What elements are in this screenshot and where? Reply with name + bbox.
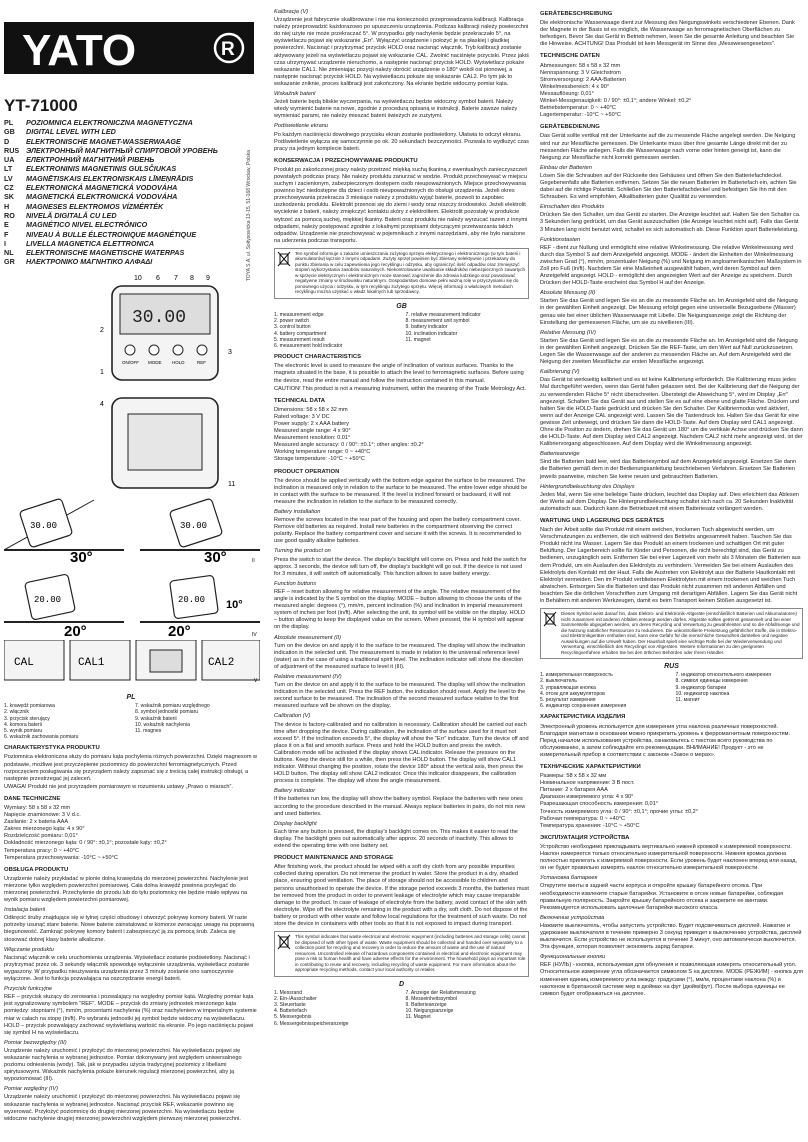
- diagram-button-label: HOLD: [172, 360, 185, 365]
- angle-example-1: [4, 498, 124, 566]
- pl-subheading: Włączanie produktu: [4, 946, 54, 953]
- tech-spec-item: Номинальное напряжение: 3 В пост.: [540, 780, 635, 787]
- language-title-row: [4, 118, 260, 127]
- gb-heading: TECHNICAL DATA: [274, 397, 326, 404]
- language-code: NL: [4, 248, 14, 258]
- legend-item: 8. measurement unit symbol: [405, 318, 470, 325]
- legend-item: 11. magnes: [135, 727, 162, 734]
- d-subheading: Relative Messung (IV): [540, 329, 596, 336]
- language-code: PL: [4, 118, 14, 127]
- legend-item: 9. индикатор батареи: [675, 684, 727, 691]
- legend-item: 1. krawędź pomiarowa: [4, 703, 55, 710]
- d-heading: GERÄTEBESCHREIBUNG: [540, 11, 613, 17]
- callout-label: 9: [206, 275, 210, 282]
- gb-subheading: Turning the product on: [274, 548, 331, 555]
- gb-paragraph: CAUTION! This product is not a measuring instrument, within the meaning of the Trade Metrology Act.: [274, 385, 527, 392]
- gb-tech-list: [274, 407, 529, 464]
- legend-item: 8. Messeinheitssymbol: [405, 995, 458, 1002]
- legend-item: 3. управляющая кнопка: [540, 684, 596, 691]
- d-paragraph: Sind die Batterien bald leer, wird das Batteriesymbol auf dem Anzeigefeld angezeigt. Ersetzen Sie dann die Batterien gemäß dem in der Bedienungsanleitung beschriebenen Verfahren. Ersetzen Sie Batterien jeweils paarweise, mischen Sie keine neuen und gebrauchten Batterien.: [540, 459, 797, 480]
- gb-paragraph: The device should be applied vertically with the bottom edge against the surface to be measured. The inclination is measured only in relation to the surface to be measured. The entire lower edge should be in contact with the surface to be measured. If the level is inclined forward or backward, it will not measure the inclination in relation to the surface to be measured correctly.: [274, 477, 528, 505]
- language-title-row: [4, 137, 260, 146]
- language-title-row: [4, 174, 260, 183]
- language-code: UA: [4, 155, 15, 165]
- tech-spec-item: Temperatura pracy: 0 ~ +40°C: [4, 847, 79, 854]
- d-paragraph: Jedes Mal, wenn Sie eine beliebige Taste drücken, leuchtet das Display auf. Dies erleichtert das Ablesen der Werte auf dem Display. Die Hintergrundbeleuchtung schaltet sich nach ca. 20 Sekunden Inaktivität automatisch aus. Dadurch kann die Betriebszeit mit einem Batteriesatz verlängert werden.: [540, 491, 799, 512]
- angle-value: 30°: [204, 549, 227, 566]
- gb-legend-title: GB: [396, 302, 407, 310]
- legend-item: 2. выключатель: [540, 678, 577, 685]
- pl-section: [4, 690, 258, 1124]
- legend-item: 11. магнит: [675, 697, 700, 704]
- callout-label: 3: [228, 349, 232, 356]
- gb-paragraph: REF – reset button allowing for relative measurement of the angle. The relative measurement of the angle is indicated by the S symbol on the display. MODE – button allowing to choose the units of the measured angle: degrees (°), mm/m, percent inclination (%) and inclination in imperial measurement system of inches per foot (in/ft). After selecting the unit, its symbol will be visible on the display. HOLD – button allowing to keep the displayed value on the screen. When pressed, the H symbol will appear on the display.: [274, 588, 526, 631]
- tech-spec-item: Температура хранения: -10°C ~ +50°C: [540, 822, 640, 829]
- rus-legend: [540, 672, 803, 709]
- legend-item: 6. индикатор сохранения измерения: [540, 703, 627, 710]
- gb-subheading: Function buttons: [274, 580, 317, 587]
- language-code: GR: [4, 257, 15, 267]
- gb-paragraph: Press the switch to start the device. The display's backlight will come on. Press and hold the switch for approx. 3 seconds, the device will turn off, the display's backlight will go out. If the device is not used for 3 minutes, it will switch off automatically. This function allows to save battery energy.: [274, 556, 527, 577]
- d-heading: TECHNISCHE DATEN: [540, 53, 600, 60]
- callout-label: 4: [100, 401, 104, 408]
- angle-value: 10°: [226, 599, 243, 611]
- language-title-row: [4, 164, 260, 173]
- legend-item: 10. wskaźnik nachylenia: [135, 721, 190, 728]
- tech-spec-item: Working temperature range: 0 ~ +40°C: [274, 449, 371, 456]
- rus-subheading: Включение устройства: [540, 914, 605, 921]
- legend-item: [406, 1021, 530, 1027]
- battery-back-figure: [4, 392, 244, 492]
- d-heading: WARTUNG UND LAGERUNG DES GERÄTES: [540, 518, 665, 524]
- language-title-row: [4, 239, 260, 248]
- legend-item: 6. measurement hold indicator: [274, 343, 343, 350]
- legend-item: 5. результат измерения: [540, 697, 596, 704]
- weee-notice-pl: [274, 248, 529, 299]
- language-code: GB: [4, 127, 15, 137]
- language-code: E: [4, 220, 9, 230]
- angle-reading: 30.00: [30, 521, 58, 531]
- gb-subheading: Battery indicator: [274, 788, 316, 795]
- language-code: I: [4, 238, 6, 248]
- manufacturer-address: TOYA S.A. ul. Sołtysowicka 13-15, 51-168 Wrocław, Polska: [246, 150, 252, 282]
- legend-item: 11. magnet: [405, 336, 431, 343]
- column-middle: [274, 6, 529, 1142]
- rus-paragraph: Электронный уровень используется для измерения угла наклона различных поверхностей. Благодаря магнитам в основании можно прикрепить уровень к ферромагнитным поверхностям. Перед началом использования устройства, ознакомьтесь с текстом всего руководства по обслуживанию, а затем соблюдайте его рекомендации. ВНИМАНИЕ! Продукт - это не измерительный прибор в соответствии с законом «Закон о мерах».: [540, 723, 791, 758]
- gb-subheading: Relative measurement (IV): [274, 673, 342, 680]
- gb-paragraph: Turn on the device on and apply it to the surface to be measured. The display will show the inclination indication in the selected unit. Press the REF button, the indication should reset. Apply the level to the second surface to be measured. The inclination of the second measured surface relative to the first measured surface will be shown on the display.: [274, 682, 526, 710]
- diagram-button-label: MODE: [148, 360, 162, 365]
- crossed-bin-icon: [543, 611, 557, 627]
- legend-item: 3. przycisk sterujący: [4, 715, 50, 722]
- language-title-row: [4, 230, 260, 239]
- legend-item: 2. włącznik: [4, 709, 29, 716]
- language-product-name: MAGNÉTICO NIVEL ELECTRÓNICO: [26, 220, 148, 230]
- language-title-row: [4, 127, 260, 136]
- legend-item: 10. inclination indicator: [405, 330, 458, 337]
- callout-label: 10: [134, 275, 142, 282]
- language-title-row: [4, 183, 260, 192]
- language-title-row: [4, 257, 260, 266]
- pl-subheading: Podświetlenie ekranu: [274, 123, 329, 130]
- gb-subheading: Display backlight: [274, 820, 317, 827]
- pl-subheading: Instalacja baterii: [4, 907, 46, 914]
- d-heading: GERÄTEBEDIENUNG: [540, 124, 600, 131]
- language-code: RO: [4, 210, 15, 220]
- cal-indicator: CAL1: [78, 657, 105, 669]
- pl-paragraph: Poziomnica elektroniczna służy do pomiaru kąta pochylenia różnych powierzchni. Dzięki magnesom w podstawie, możliwe jest przyczepienie poziomnicy do powierzchni ferromagnetycznych. Przed rozpoczęciem posługiwania się przyrządem należy zapoznać się z treścią całej instrukcji obsługi, a następnie przestrzegać jej zaleceń.: [4, 754, 258, 782]
- cal-indicator: CAL: [14, 657, 34, 669]
- tech-spec-item: Power supply: 2 x AAA battery: [274, 420, 349, 427]
- pl-tech-list: [4, 805, 258, 862]
- language-title-row: [4, 155, 260, 164]
- language-product-name: NIVEAU À BULLE ÉLECTRONIQUE MAGNÉTIQUE: [26, 229, 197, 239]
- tech-spec-item: Точность измеряемого угла: 0 / 90°: ±0,1°; прочие углы: ±0,2°: [540, 808, 699, 815]
- pl-heading: DANE TECHNICZNE: [4, 795, 61, 802]
- pl-paragraph: Produkt po zakończonej pracy należy przetrzeć miękką suchą tkaniną z ewentualnych zanieczyszczeń powstałych podczas pracy. Nie należy produktu zanurzać w wodzie. Produkt przechowywać w miejscu suchym i zacienionym, zabezpieczonym dostępem osób nieupoważnionych. Miejsce przechowywania powinno być niedostępne dla dzieci i osób nieupoważnionych do obsługi urządzenia. Jeżeli okres przechowywania przekracza 3 miesiące należy z produktu wyjąć baterie, pozwoli to zapobiec uszkodzeniu produktu. Elektrolit przenosi się do ziemi i wody oraz niszczy środowisko. Jeżeli elektrolit wycieknie z baterii, należy zmiękczyć kontaktu skóry z elektrolitem. Elektrolit pozostały w produkcie wytrzeć za pomocą suchej, miękkiej tkaniny. Baterii oraz produktu nie należy wyrzucać razem z innymi odpadami, należy postępować zgodnie z lokalnymi przepisami dotyczącymi przetwarzania takich odpadów. Urządzenie nie przechowywać w pojemnikach z innymi narzędziami, aby nie było narażone na uderzenia podczas transportu.: [274, 166, 528, 244]
- tech-spec-item: Measured angle range: 4 x 90°: [274, 428, 351, 435]
- d-paragraph: Starten Sie das Gerät und legen Sie es an die zu messende Fläche an. Im Anzeigefeld wird die Neigung in der gewählten Einheit angezeigt. Die Messung erfolgt gegen eine universelle Bezugsebene (Wasser) genau wie bei einer üblichen Wasserwaage mit Libelle. Die Neigungsanzeige zeigt die Richtung der Einstellung der gemessenen Fläche, um sie zu nivellieren (III).: [540, 298, 798, 326]
- d-subheading: Funktionstasten: [540, 236, 581, 243]
- pl-paragraph: Urządzenie jest fabrycznie skalibrowane i nie ma konieczności przeprowadzania kalibracji. Kalibracja należy przeprowadzić każdorazowo po upuszczeniu urządzenia. Podczas kalibracji należy powierzchni do niej użyte nie może przekraczać 5°. W przypadku gdy nachylenie będzie przekraczało 5°, na wyświetlaczu pojawi się wskazanie „Err”. Wyłączyć urządzenie i położyć je na płaskiej i gładkiej powierzchni. Nacisnąć i przytrzymać przycisk HOLD oraz nacisnąć włącznik. Tryb kalibracji zostanie aktywowany jeżeli na wyświetlaczu pojawi się wskazanie CAL. Zwolnić naciśnięte przyciski. Przez jakiś czas utrzymywać urządzenie nieruchomo, a następnie nacisnąć przycisk HOLD. Wyświetlacz pokaże wskazanie CAL1. Nie zmieniając pozycji należy obrócić urządzenie o 180° wokół osi pionowej, a następnie nacisnąć przycisk HOLD. Na wyświetlaczu pokaże się wskazanie CAL2. Po tym jak to wskazanie zniknie, proces kalibracji jest zakończony. Na ekranie będzie widoczny pomiar kąta.: [274, 17, 529, 87]
- callout-label: 1: [100, 369, 104, 376]
- d-subheading: Absolute Messung (II): [540, 290, 596, 297]
- d-paragraph: REF - dient zur Nullung und ermöglicht eine relative Winkelmessung. Die relative Winkelmessung wird durch das Symbol S auf dem Anzeigefeld angezeigt. MODE - ändert die Einheiten der Winkelmessung zwischen Grad (°), mm/m, prozentualer Neigung (%) und Neigung im angloamerikanischen Maßsystem in Zoll pro Fuß (in/ft). Nachdem Sie eine Maßeinheit ausgewählt haben, wird deren Symbol auf dem Anzeigefeld angezeigt. HOLD - ermöglicht den angezeigten Wert auf der Anzeige zu speichern. Durch Drücken der HOLD-Taste erscheint das Symbol H auf der Anzeige.: [540, 244, 802, 287]
- pl-subheading: Kalibracja (V): [274, 9, 309, 15]
- pl-heading: OBSŁUGA PRODUKTU: [4, 866, 69, 873]
- callout-label: 2: [100, 327, 104, 334]
- rus-heading: ХАРАКТЕРИСТИКА ИЗДЕЛИЯ: [540, 714, 626, 721]
- gb-subheading: Battery installation: [274, 509, 321, 515]
- diagram-display-reading: 30.00: [132, 308, 187, 328]
- d-paragraph: Lösen Sie die Schrauben auf der Rückseite des Gehäuses und öffnen Sie den Batteriefachdeckel. Gegebenenfalls alte Batterien entfernen. Setzen Sie die neuen Batterien im Batteriefach ein, achten Sie dabei auf die richtige Polarität. Schließen Sie den Batteriefachdeckel und befestigen Sie ihn mit den Schrauben. Es wird empfohlen, Alkalibatterien guter Qualität zu verwenden.: [540, 172, 797, 201]
- figure-roman-label: II: [252, 558, 255, 564]
- weee-text: This symbol indicates that waste electrical and electronic equipment (including batteries and storage cells) cannot be disposed of with other types of waste. Waste equipment should be collected and handed over separately to a collection point for recycling and recovery in order to reduce the amount of waste and the use of natural resources. Uncontrolled release of hazardous components contained in electrical and electronic equipment may pose a risk to human health and have adverse effects for the environment. The household plays an important role in contributing to reuse and recovery, including recycling of waste equipment. For more information about the appropriate recycling methods, contact your local authority or retailer.: [295, 934, 526, 973]
- rus-legend-title: RUS: [664, 663, 679, 671]
- pl-paragraph: Po każdym naciśnięciu dowolnego przycisku ekran zostanie podświetlony. Ułatwia to odczyt ekranu. Podświetlenie wyłącza się samoczynnie po ok. 20 sekundach bezczynności. Pozwala to wydłużyć czas pracy na jednym komplecie baterii.: [274, 131, 529, 152]
- legend-item: 9. wskaźnik baterii: [135, 715, 177, 722]
- angle-value: 30°: [70, 549, 93, 566]
- language-product-name: ELEKTRONISCHE MAGNETISCHE WATERPAS: [26, 248, 185, 258]
- rus-heading: ЭКСПЛУАТАЦИЯ УСТРОЙСТВА: [540, 834, 630, 841]
- legend-item: 10. Neigungsanzeige: [405, 1008, 454, 1015]
- legend-item: 2. power switch: [274, 318, 310, 325]
- legend-item: 1. Messrand: [274, 989, 303, 996]
- language-title-row: [4, 202, 260, 211]
- pl-heading: CHARAKTERYSTYKA PRODUKTU: [4, 745, 100, 752]
- legend-item: 3. control button: [274, 324, 311, 331]
- pl-paragraph: Nacisnąć włącznik w celu uruchomienia urządzenia. Wyświetlacz zostanie podświetlony. Nacisnąć i przytrzymać przez ok. 3 sekundy włącznik spowoduje wyłączenie urządzenia, wyświetlacz zostanie wygaszony. W przypadku nieużywania urządzenia przez 3 minuty zostanie ono samoczynnie wyłączone. Jest to funkcja pozwalająca na oszczędzanie energii baterii.: [4, 954, 250, 983]
- language-code: CZ: [4, 183, 14, 193]
- gb-paragraph: The electronic level is used to measure the angle of inclination of various surfaces. Thanks to the magnets situated in the base, it is possible to attach the level to ferromagnetic surfaces. Before using the device, read the entire manual and follow the instruction contained in this manual.: [274, 363, 524, 384]
- angle-reading: 20.00: [34, 595, 62, 605]
- legend-item: 2. Ein-/Ausschalter: [274, 995, 317, 1002]
- legend-item: 4. отсек для аккумуляторов: [540, 690, 605, 697]
- gb-paragraph: Turn on the device on and apply it to the surface to be measured. The display will show the inclination indication in the selected unit. The measurement is made in relation to the universal reference level (water) as in the case of using a traditional spirit level. The inclination indicator will show the direction of adjustment of the measured surface to level it (III).: [274, 642, 526, 670]
- tech-spec-item: Диапазон измеряемого угла: 4 x 90°: [540, 794, 634, 801]
- callout-label: 8: [190, 275, 194, 282]
- language-product-name: ЕЛЕКТРОННИЙ МАГНІТНИЙ РІВЕНЬ: [26, 155, 155, 165]
- svg-text:R: R: [221, 39, 235, 60]
- language-title-row: [4, 192, 260, 201]
- angle-reading: 30.00: [180, 521, 208, 531]
- tech-spec-item: Rozdzielczość pomiaru: 0,01°: [4, 833, 78, 840]
- language-product-name: POZIOMNICA ELEKTRONICZNA MAGNETYCZNA: [26, 118, 193, 127]
- d-subheading: Einschalten des Produkts: [540, 204, 605, 211]
- language-product-name: ΗΛΕΚΤΡΟΝΙΚΟ ΜΑΓΝΗΤΙΚΟ ΑΛΦΑΔΙ: [26, 257, 153, 267]
- tech-spec-item: Measured angle accuracy: 0 / 90°: ±0.1°; other angles: ±0.2°: [274, 442, 424, 449]
- d-subheading: Batterieanzeige: [540, 451, 580, 458]
- legend-item: 6. Messergebnisspeicheranzeige: [274, 1020, 349, 1027]
- angle-figure-svg: [4, 490, 260, 640]
- legend-item: 7. индикатор относительного измерения: [675, 672, 771, 679]
- tech-spec-item: Nennspannung: 3 V Gleichstrom: [540, 69, 621, 76]
- legend-item: 1. measurement edge: [274, 312, 324, 318]
- brand-text: YATO: [22, 26, 137, 74]
- d-paragraph: Das Gerät sollte vertikal mit der Unterkante auf die zu messende Fläche angelegt werden. Die Neigung wird nur zur Messfläche gemessen. Die Unterkante muss über ihre gesamte Länge direkt mit der zu messenden Fläche anliegen. Falls die Wasserwaage nach vorne oder hinten geneigt ist, kann die Neigung zur Messfläche nicht korrekt gemessen werden.: [540, 133, 796, 161]
- figure-roman-label: V: [254, 678, 258, 684]
- rus-paragraph: REF (НУЛЬ) - кнопка, используемая для обнуления и позволяющая измерять относительный угол. Относительное измерение угла обозначается символом S на дисплее. MODE (РЕЖИМ) - кнопка для изменения единиц измеряемого угла между: градусами (°), мм/м, процентами наклона (%) и наклоном в британской системе мер в дюймах на фут (дюйм/фут). После выбора единицы ее символ будет отображаться на дисплее.: [540, 962, 803, 997]
- cal-indicator: CAL2: [208, 657, 235, 669]
- weee-text: Ten symbol informuje o zakazie umieszczania zużytego sprzętu elektrycznego i elektronicznego (w tym baterii i akumulatorów) łącznie z innymi odpadami. Zużyty sprzęt powinien być zbierany selektywnie i przekazany do punktu zbierania w celu zapewnienia jego recyklingu i odzysku, aby ograniczyć ilość odpadów oraz zmniejszyć stopień wykorzystania zasobów naturalnych. Niekontrolowane uwalnianie składników niebezpiecznych zawartych w sprzęcie elektrycznym i elektronicznym może stanowić zagrożenie dla zdrowia ludzkiego oraz powodować negatywne zmiany w środowisku naturalnym. Gospodarstwo domowe pełni ważną rolę w przyczynianiu się do ponownego użycia i odzysku, w tym recyklingu zużytego sprzętu. Więcej informacji o właściwych metodach recyklingu można uzyskać u władz lokalnych lub sprzedawcy.: [295, 250, 526, 295]
- d-paragraph: Drücken Sie den Schalter, um das Gerät zu starten. Die Anzeige leuchtet auf. Halten Sie den Schalter ca. 3 Sekunden lang gedrückt, um das Gerät auszuschalten (die Anzeige leuchtet nicht auf). Falls das Gerät 3 Minuten lang nicht benutzt wird, schaltet es sich automatisch ab. Diese Funktion spart Batterieleistung.: [540, 212, 801, 233]
- callout-label: 7: [174, 275, 178, 282]
- legend-item: 11. Magnet: [405, 1014, 431, 1021]
- angle-value: 20°: [64, 623, 87, 640]
- language-product-name: ЭЛЕКТРОННЫЙ МАГНИТНЫЙ СПИРТОВОЙ УРОВЕНЬ: [26, 145, 218, 155]
- d-legend-title: D: [398, 980, 405, 988]
- gb-paragraph: Remove the screws located in the rear part of the housing and open the battery compartment cover. Remove old batteries as required. Install new batteries in the compartment observing the correct polarity. Replace the battery compartment cover and secure it with the screws. It is recommended to use good quality alkaline batteries.: [274, 517, 522, 545]
- d-paragraph: Nach der Arbeit sollte das Produkt mit einem weichen, trockenen Tuch abgewischt werden, um Verschmutzungen zu entfernen, die sich während des Betriebs angesammelt haben. Tauchen Sie das Produkt nicht ins Wasser. Lagern Sie das Produkt an einem trockenen und schattigen Ort mit guter Belüftung. Der Lagerbereich sollte für Kinder und Personen, die nicht berechtigt sind, das Gerät zu bedienen, unzugänglich sein. Entfernen Sie bei einer Lagerzeit von mehr als 3 Monaten die Batterien aus dem Produkt, um ein Auslaufen des Elektrolyts zu verhindern. Vermeiden Sie bei einem Auslaufen des Elektrolyts den Kontakt mit der Haut. Falls die Austreten von Elektrolyt aus der Batterie Hautkontakt mit Elektrolyt vermeiden. Den im Produkt verbliebenen Elektrolyten mit einem trockenen und weichen Tuch abwischen. Entsorgen Sie die Batterien und das Produkt nicht zusammen mit anderen Abfällen und beachten Sie die örtlichen Vorschriften zum Umgang mit derartigen Abfällen. Lagern Sie das Gerät nicht in Behältern mit anderen Werkzeugen, damit es beim Transport keinen Stößen ausgesetzt ist.: [540, 527, 801, 605]
- rus-subheading: Функциональные кнопки: [540, 954, 606, 961]
- tech-spec-item: Рабочая температура: 0 ~ +40°C: [540, 815, 626, 822]
- legend-item: 7. relative measurement indicator: [405, 312, 481, 318]
- legend-item: 9. Batterieanzeige: [405, 1002, 447, 1009]
- weee-notice-d: [540, 608, 803, 659]
- pl-paragraph: UWAGA! Produkt nie jest przyrządem pomiarowym w rozumieniu ustawy „Prawo o miarach”.: [4, 783, 233, 790]
- d-paragraph: Starten Sie das Gerät und legen Sie es an die zu messende Fläche an. Im Anzeigefeld wird die Neigung in der gewählten Einheit angezeigt. Drücken Sie die REF-Taste, um den Wert auf Null zurückzusetzen. Legen Sie die Wasserwaage auf der anderen zu messenden Fläche an. Auf dem Anzeigefeld wird die Neigung der zweiten Messfläche zur ersten Messfläche angezeigt.: [540, 337, 798, 366]
- tech-spec-item: Measurement resolution: 0.01°: [274, 435, 351, 442]
- language-code: SK: [4, 192, 14, 202]
- d-subheading: Hintergrundbeleuchtung des Displays: [540, 483, 635, 490]
- language-code: LV: [4, 173, 13, 183]
- gb-heading: PRODUCT CHARACTERISTICS: [274, 354, 362, 361]
- gb-paragraph: Each time any button is pressed, the display's backlight comes on. This makes it easier to read the display. The backlight goes out automatically after approx. 20 seconds of inactivity. This allows to extend the operating time with one battery set.: [274, 828, 518, 850]
- tech-spec-item: Lagertemperatur: -10°C ~ +50°C: [540, 112, 621, 119]
- d-tech-list: [540, 63, 803, 120]
- d-subheading: Einbau der Batterien: [540, 164, 592, 171]
- language-code: D: [4, 136, 10, 146]
- legend-item: 4. battery compartment: [274, 330, 327, 337]
- yato-logo: [4, 22, 254, 74]
- rus-heading: ТЕХНИЧЕСКИЕ ХАРАКТЕРИСТИКИ: [540, 764, 641, 770]
- language-product-name: MAGNĒTISKAIS ELEKTRONISKAIS LĪMEŅRĀDIS: [26, 173, 194, 183]
- pl-paragraph: Urządzenie należy przykładać w pionie dolną krawędzią do mierzonej powierzchni. Nachylenie jest mierzone tylko względem powierzchni pomiarowej. Cała dolna krawędź powinna przylegać do mierzonej powierzchni. Przechylenie do przodu lub do tyłu poziomnicy nie będzie miało wpływu na wynik pomiaru względem powierzchni pomiarowej.: [4, 875, 249, 904]
- tech-spec-item: Abmessungen: 58 x 58 x 32 mm: [540, 62, 621, 69]
- language-title-row: [4, 146, 260, 155]
- language-product-name: ELEKTRONICKÁ MAGNETICKÁ VODOVÁHA: [26, 183, 178, 193]
- rus-tech-list: [540, 773, 803, 830]
- angle-examples-figure: [4, 490, 260, 684]
- gb-paragraph: The device is factory-calibrated and no calibration is necessary. Calibration should be carried out each time after dropping the device. During calibration, the inclination of the surface used for it must not exceed 5°. If the inclination exceeds 5°, the display will show the "Err" indicator. Turn the device off and place it on a flat and smooth surface. Press and hold the HOLD button and press the switch. Calibration mode will be activated if the display shows CAL indicator. Release the pressure on the buttons. Keep the device still for a while, then press the HOLD button. The display will show CAL1 indicator. Without changing the position, rotate the device 180° about the vertical axis, then press the HOLD button. The display will show CAL2 indicator. Once this indicator disappears, the calibration process is complete. The display will show the angle measurement.: [274, 721, 529, 785]
- gb-subheading: Calibration (V): [274, 713, 311, 720]
- weee-text: Dieses Symbol weist darauf hin, dass Elektro- und Elektronik-Altgeräte (einschließlich Batterien und Akkumulatoren) nicht zusammen mit anderen Abfällen entsorgt werden dürfen. Altgeräte sollten getrennt gesammelt und bei einer Sammelstelle abgegeben werden, um deren Recycling und Verwertung zu gewährleisten und so die Abfallmenge und die Nutzung natürlicher Ressourcen zu reduzieren. Die unkontrollierte Freisetzung gefährlicher Stoffe, die in Elektro- und Elektronikgeräten enthalten sind, kann eine Gefahr für die menschliche Gesundheit darstellen und negative Auswirkungen auf die Umwelt haben. Der Haushalt spielt eine wichtige Rolle bei der Wiederverwendung und Verwertung, einschließlich des Recyclings von Altgeräten. Weitere Informationen zu den geeigneten Recyclingverfahren erhalten Sie bei den örtlichen Behörden oder Ihrem Händler.: [561, 611, 800, 655]
- rus-paragraph: Нажмите выключатель, чтобы запустить устройство. Будет подсвечиваться дисплей. Нажатие и удержание выключателя в течение примерно 3 секунд приведет к выключению устройства, дисплей выключится. Если устройство не используется в течение 3 минут, оно автоматически выключится. Эта функция, которая позволяет экономить заряд батареи.: [540, 922, 802, 951]
- tech-spec-item: Dokładność mierzonego kąta: 0 / 90°: ±0,1°; pozostałe kąty: ±0,2°: [4, 840, 167, 847]
- callout-label: 11: [228, 481, 236, 488]
- diagram-button-label: ON/OFF: [122, 360, 139, 365]
- d-legend: [274, 990, 529, 1027]
- legend-item: 9. battery indicator: [405, 324, 448, 331]
- gb-heading: PRODUCT MAINTENANCE AND STORAGE: [274, 855, 394, 862]
- weee-notice-gb: [274, 931, 529, 977]
- pl-paragraph: Urządzenie należy uruchomić i przyłożyć do mierzonej powierzchni. Na wyświetlaczu pojawi się wskazanie nachylenia w wybranej jednostce. Pomiar dokonywany jest względem uniwersalnego poziomu odniesienia (wody). Tak, jak w przypadku użycia tradycyjnej poziomicy z libellami spirytusowymi. Wskaźnik nachylenia pokaże kierunek regulacji mierzonej powierzchni, aby ją wypoziomować (III).: [4, 1047, 242, 1083]
- legend-item: 4. komora baterii: [4, 721, 42, 728]
- angle-example-4: [140, 575, 260, 640]
- language-product-name: DIGITAL LEVEL WITH LED: [26, 127, 116, 137]
- language-product-name: NIVELĂ DIGITALĂ CU LED: [26, 210, 117, 220]
- legend-item: [676, 703, 804, 709]
- legend-item: 4. Batteriefach: [274, 1008, 307, 1015]
- language-code: RUS: [4, 145, 20, 155]
- language-product-name: MAGNETICKÁ ELEKTRONICKÁ VODOVÁHA: [26, 192, 178, 202]
- diagram-button-label: REF: [197, 360, 206, 365]
- legend-item: 5. measurement result: [274, 336, 325, 343]
- tech-spec-item: Storage temperature: -10°C ~ +50°C: [274, 456, 365, 463]
- tech-spec-item: Разрешающая способность измерения: 0,01°: [540, 801, 658, 808]
- language-title-row: [4, 211, 260, 220]
- pl-subheading: Wskaźnik baterii: [274, 91, 316, 98]
- tech-spec-item: Napięcie znamionowe: 3 V d.c.: [4, 812, 81, 819]
- pl-subheading: Pomiar względny (IV): [4, 1086, 59, 1093]
- rus-subheading: Установка батареек: [540, 875, 598, 882]
- pl-legend: [4, 703, 258, 740]
- legend-item: 8. символ единицы измерения: [675, 678, 748, 685]
- language-product-name: ELEKTRONINIS MAGNETINIS GULSČIUKAS: [26, 164, 177, 174]
- language-code: H: [4, 201, 10, 211]
- gb-paragraph: After finishing work, the product should be wiped with a soft dry cloth from any possible impurities collected during operation. Do not immerse the product in water. Store the product in a dry, shaded place, ensuring good ventilation. The place of storage should not be accessible to children and persons unauthorised to operate the device. If the storage period exceeds 3 months, the batteries must be removed from the product in order to prevent leakage of electrolyte which may cause irreparable damage to the product. In case of leakage of electrolyte from the battery, avoid contact of the skin with electrolyte. Wipe off the electrolyte remaining in the product with a dry, soft cloth. Do not dispose of the battery or product with other waste and follow local regulations for the treatment of such waste. Do not store the device in containers with other tools so that it is not exposed to impact during transport.: [274, 864, 529, 927]
- tech-spec-item: Dimensions: 58 x 58 x 32 mm: [274, 406, 348, 413]
- level-device-figure: [4, 272, 244, 392]
- gb-subheading: Absolute measurement (II): [274, 634, 342, 641]
- language-product-name: MAGNESES ELEKTROMOS VÍZMÉRTÉK: [26, 201, 164, 211]
- tech-spec-item: Zakres mierzonego kąta: 4 x 90°: [4, 826, 85, 833]
- pl-heading: KONSERWACJA I PRZECHOWYWANIE PRODUKTU: [274, 157, 418, 164]
- angle-example-3: [4, 574, 124, 640]
- pl-legend-title: PL: [126, 694, 136, 701]
- product-diagram: [4, 272, 244, 492]
- model-number: YT-71000: [4, 96, 78, 115]
- gb-paragraph: If the batteries run low, the display will show the battery symbol. Replace the batteries with new ones according to the procedure described in the manual. Always replace batteries in pairs, do not mix new and used batteries.: [274, 796, 526, 817]
- language-product-name: LIVELLA MAGNETICA ELETTRONICA: [26, 238, 155, 248]
- column-right: [540, 6, 803, 1142]
- language-title-list: [4, 118, 260, 267]
- legend-item: 3. Steuertaste: [274, 1002, 306, 1009]
- angle-value: 20°: [168, 623, 191, 640]
- gb-legend: [274, 312, 529, 349]
- language-code: F: [4, 229, 9, 239]
- language-product-name: ELEKTRONISCHE MAGNET-WASSERWAAGE: [26, 136, 181, 146]
- tech-spec-item: Wymiary: 58 x 58 x 32 mm: [4, 804, 71, 811]
- legend-item: 5. Messergebnis: [274, 1014, 312, 1021]
- language-code: LT: [4, 164, 13, 174]
- tech-spec-item: Winkelmessbereich: 4 x 90°: [540, 83, 610, 90]
- pl-subheading: Pomiar bezwzględny (III): [4, 1039, 67, 1046]
- pl-paragraph: REF – przycisk służący do zerowania i pozwalający na względny pomiar kąta. Względny pomiar kąta jest sygnalizowany symbolem "REF". MODE – przycisk do zmiany jednostek mierzonego kąta pomiędzy: stopniami (°), mm/m, procentami nachylenia (%) oraz nachyleniem w imperialnym systemie miar w calach na stopę (in/ft). Po wybraniu jednostki jej symbol będzie widoczny na wyświetlaczu. HOLD – przycisk pozwalający zachować wyświetlaną wartość na ekranie. Po jego naciśnięciu pojawi się symbol H na wyświetlaczu.: [4, 994, 257, 1036]
- legend-item: 5. wynik pomiaru: [4, 727, 43, 734]
- d-subheading: Kalibrierung (V): [540, 369, 580, 376]
- pl-paragraph: Urządzenie należy uruchomić i przyłożyć do mierzonej powierzchni. Na wyświetlaczu pojawi się wskazanie nachylenia w wybranej jednostce. Nacisnąć przycisk REF, wskazanie powinno się wyzerować. Przyłożyć poziomnicę do drugiej mierzonej powierzchni. Na wyświetlaczu będzie widoczne nachylenie drugiej mierzonej powierzchni względem pierwszej mierzonej powierzchni.: [4, 1094, 241, 1122]
- pl-subheading: Przyciski funkcyjne: [4, 986, 53, 993]
- tech-spec-item: Stromversorgung: 2 AAA-Batterien: [540, 76, 626, 83]
- tech-spec-item: Zasilanie: 2 x bateria AAA: [4, 819, 69, 826]
- rus-paragraph: Открутите винты в задней части корпуса и откройте крышку батарейного отсека. При необходимости извлеките старые батарейки. Установите в отсек новые батарейки, соблюдая правильную полярность. Закройте крышку батарейного отсека и закрепите ее винтами. Рекомендуется использовать щелочные батарейки высокого класса.: [540, 883, 784, 911]
- legend-item: [406, 343, 530, 349]
- legend-item: 6. wskaźnik zachowania pomiaru: [4, 734, 79, 741]
- tech-spec-item: Размеры: 58 x 58 x 32 мм: [540, 773, 607, 780]
- language-title-row: [4, 248, 260, 257]
- crossed-bin-icon: [277, 251, 291, 267]
- callout-label: 6: [156, 275, 160, 282]
- tech-spec-item: Temperatura przechowywania: -10°C ~ +50°C: [4, 854, 118, 861]
- figure-roman-label: IV: [252, 632, 257, 638]
- pl-paragraph: Odkręcić śruby znajdujące się w tylnej części obudowy i otworzyć pokrywę komory baterii. W razie potrzeby usunąć stare baterie. Nowe baterie zainstalować w komorze zwracając uwagę na poprawną biegunowość. Zamknąć pokrywę komory baterii i zabezpieczyć ją za pomocą śrub. Zaleca się stosować dobrej klasy baterie alkaliczne.: [4, 915, 255, 943]
- legend-item: 10. индикатор наклона: [675, 690, 730, 697]
- angle-reading: 20.00: [178, 595, 206, 605]
- tech-spec-item: Betriebstemperatur: 0 ~ +40°C: [540, 105, 616, 112]
- tech-spec-item: Rated voltage: 3 V DC: [274, 413, 330, 420]
- d-paragraph: Die elektronische Wasserwaage dient zur Messung des Neigungswinkels verschiedener Ebenen. Dank der Magnete in der Basis ist es möglich, die Wasserwaage an ferromagnetischen Oberflächen zu befestigen. Bevor Sie das Gerät in Betrieb nehmen, lesen Sie die gesamte Anleitung und beachten Sie die Hinweise. ACHTUNG! Das Produkt ist kein Messgerät im Sinne des „Messwesengesetzes".: [540, 20, 795, 48]
- rus-paragraph: Устройство необходимо прикладывать вертикально нижней кромкой к измеряемой поверхности. Наклон измеряется только относительно измерительной поверхности. Нижняя кромка должна полностью прилегать к измеряемой поверхности. Если уровень будет наклонен вперед или назад, он не будет правильно измерять наклон относительно измерительной поверхности.: [540, 843, 798, 872]
- angle-example-2: [140, 498, 260, 566]
- legend-item: 7. Anzeige der Relativmessung: [405, 989, 476, 996]
- legend-item: 7. wskaźnik pomiaru względnego: [135, 703, 210, 710]
- crossed-bin-icon: [277, 934, 291, 950]
- d-paragraph: Das Gerät ist werkseitig kalibriert und es ist keine Kalibrierung erforderlich. Die Kalibrierung muss jedes Mal durchgeführt werden, wenn das Gerät fallen gelassen wird. Bei der Kalibrierung darf die Neigung der zu verwendenden Fläche 5° nicht überschreiten. Übersteigt die Abweichung 5°, wird im Display „Err" angezeigt. Schalten Sie das Gerät aus und stellen Sie es auf eine ebene und glatte Fläche. Drücken und halten Sie die HOLD-Taste gedrückt und drücken Sie den Schalter. Der Kalibriermodus wird aktiviert, wenn auf der Anzeige CAL angezeigt wird. Lassen Sie die Tastendruck los. Halten Sie das Gerät für eine gewisse Zeit unbewegt, und drücken Sie dann die HOLD-Taste. Auf dem Display wird CAL1 angezeigt. Ohne die Position zu ändern, drehen Sie das Gerät um 180° um die vertikale Achse und drücken Sie dann die HOLD-Taste. Auf dem Display wird CAL2 angezeigt. Nachdem CAL2 nicht mehr angezeigt wird, ist der Kalibriervorgang abgeschlossen. Auf dem Display wird die Winkelmessung angezeigt.: [540, 377, 803, 448]
- gb-heading: PRODUCT OPERATION: [274, 468, 340, 475]
- legend-item: [135, 734, 258, 740]
- calibration-figure: [4, 640, 260, 684]
- language-title-row: [4, 220, 260, 229]
- tech-spec-item: Питание: 2 x батарея AAA: [540, 787, 608, 794]
- tech-spec-item: Messauflösung: 0,01°: [540, 90, 594, 97]
- legend-item: 1. измерительная поверхность: [540, 672, 613, 679]
- legend-item: 8. symbol jednostki pomiaru: [135, 709, 199, 716]
- pl-paragraph: Jeżeli baterie będą bliskie wyczerpania, na wyświetlaczu będzie widoczny symbol baterii. Należy wtedy wymienić baterie na nowe, zgodnie z procedurą opisaną w instrukcji. Baterie zawsze należy wymieniać parami, nie należy mieszać baterii świeżych ze zużytymi.: [274, 99, 518, 120]
- column-left: [0, 0, 262, 1142]
- tech-spec-item: Winkel-Messgenauigkeit: 0 / 90°: ±0,1°; andere Winkel: ±0,2°: [540, 98, 692, 105]
